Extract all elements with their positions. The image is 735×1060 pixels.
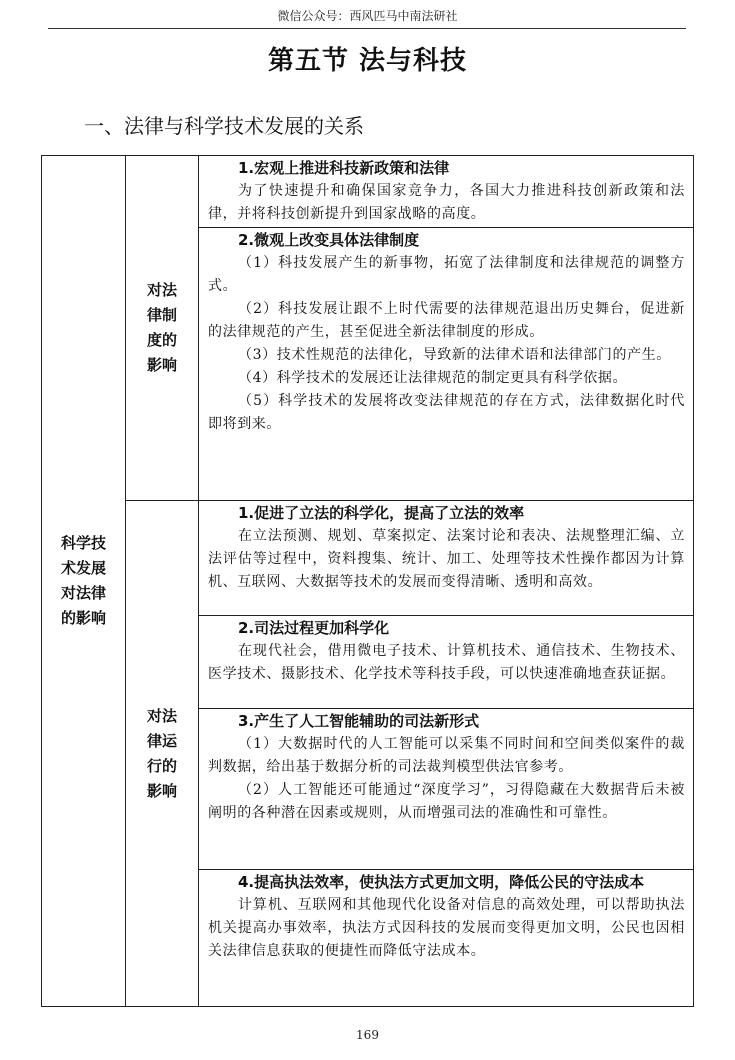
cell-paragraph: （4）科学技术的发展还让法律规范的制定更具有科学依据。 — [238, 370, 628, 386]
subsection-title: 一、法律与科学技术发展的关系 — [84, 114, 364, 138]
content-cell — [199, 870, 694, 1007]
content-cell — [199, 709, 694, 870]
group-label-system: 对法律制度的影响 — [126, 156, 199, 501]
cell-paragraph: （2）人工智能还可能通过“深度学习”，习得隐藏在大数据背后未被阐明的各种潜在因素或规则，从而增强司法的准确性和可靠性。 — [208, 782, 685, 821]
section-title: 第五节 法与科技 — [267, 46, 468, 76]
page-header: 微信公众号：西风匹马中南法研社 — [277, 9, 458, 23]
cell-heading: 1.促进了立法的科学化，提高了立法的效率 — [238, 504, 525, 522]
cell-paragraph: （1）科技发展产生的新事物，拓宽了法律制度和法律规范的调整方式。 — [208, 255, 685, 294]
content-cell — [199, 501, 694, 616]
cell-paragraph: （1）大数据时代的人工智能可以采集不同时间和空间类似案件的裁判数据，给出基于数据分析的司法裁判模型供法官参考。 — [208, 736, 685, 775]
cell-heading: 4.提高执法效率，使执法方式更加文明，降低公民的守法成本 — [238, 873, 645, 891]
cell-paragraph: 计算机、互联网和其他现代化设备对信息的高效处理，可以帮助执法机关提高办事效率，执法方式因科技的发展而变得更加文明，公民也因相关法律信息获取的便捷性而降低守法成本。 — [208, 897, 685, 959]
page-number: 169 — [356, 1028, 379, 1042]
cell-paragraph: 在立法预测、规划、草案拟定、法案讨论和表决、法规整理汇编、立法评估等过程中，资料搜集、统计、加工、处理等技术性操作都因为计算机、互联网、大数据等技术的发展而变得清晰、透明和高效。 — [208, 528, 685, 590]
cell-paragraph: 在现代社会，借用微电子技术、计算机技术、通信技术、生物技术、医学技术、摄影技术、化学技术等科技手段，可以快速准确地查获证据。 — [208, 643, 685, 682]
content-cell — [199, 616, 694, 709]
relationship-table — [41, 155, 694, 1007]
table-row — [42, 156, 694, 228]
cell-heading: 2.微观上改变具体法律制度 — [238, 231, 420, 249]
cell-paragraph: （5）科学技术的发展将改变法律规范的存在方式，法律数据化时代即将到来。 — [208, 393, 685, 432]
cell-paragraph: （2）科技发展让跟不上时代需要的法律规范退出历史舞台，促进新的法律规范的产生，甚至促进全新法律制度的形成。 — [208, 301, 685, 340]
table-row — [42, 501, 694, 616]
header-rule — [48, 28, 686, 29]
outer-category-label: 科学技术发展对法律的影响 — [42, 156, 126, 1007]
content-cell — [199, 228, 694, 501]
cell-heading: 1.宏观上推进科技新政策和法律 — [238, 159, 450, 177]
cell-paragraph: （3）技术性规范的法律化，导致新的法律术语和法律部门的产生。 — [238, 347, 671, 363]
cell-heading: 3.产生了人工智能辅助的司法新形式 — [238, 712, 480, 730]
content-cell — [199, 156, 694, 228]
group-label-operation: 对法律运行的影响 — [126, 501, 199, 1007]
cell-heading: 2.司法过程更加科学化 — [238, 619, 390, 637]
cell-paragraph: 为了快速提升和确保国家竞争力，各国大力推进科技创新政策和法律，并将科技创新提升到国家战略的高度。 — [208, 183, 685, 222]
